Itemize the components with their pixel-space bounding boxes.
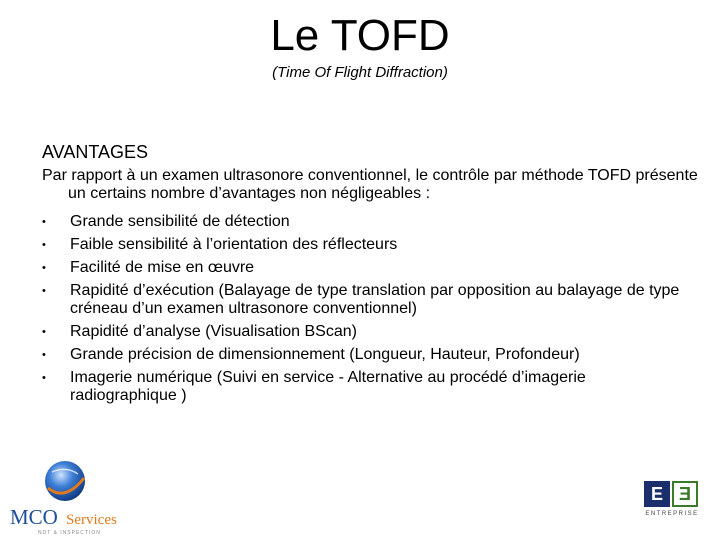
mco-services-logo: [8, 458, 126, 536]
list-item-text: Imagerie numérique (Suivi en service - Alternative au procédé d’imagerie radiographique ): [70, 369, 586, 404]
ee-left-letter: E: [644, 481, 670, 507]
list-item-text: Rapidité d’analyse (Visualisation BScan): [70, 323, 357, 340]
mco-text: MCO: [10, 505, 58, 529]
list-item: [42, 346, 682, 364]
bullet-icon: •: [42, 372, 46, 384]
list-item-text: Facilité de mise en œuvre: [70, 259, 255, 276]
slide-subtitle: (Time Of Flight Diffraction): [272, 64, 448, 81]
list-item: [42, 323, 682, 341]
list-item: [42, 259, 682, 277]
bullet-icon: •: [42, 262, 46, 274]
mco-services-text: Services: [66, 512, 117, 528]
slide-title: Le TOFD: [270, 11, 450, 60]
bullet-icon: •: [42, 285, 46, 297]
intro-paragraph: Par rapport à un examen ultrasonore conventionnel, le contrôle par méthode TOFD présente un certains nombre d’avantages non négligeables :: [42, 167, 698, 202]
ee-caption: ENTREPRISE: [645, 511, 699, 517]
bullet-icon: •: [42, 349, 46, 361]
bullet-icon: •: [42, 239, 46, 251]
list-item: [42, 236, 682, 254]
list-item: [42, 369, 682, 405]
mco-globe-icon: [8, 458, 126, 536]
list-item-text: Faible sensibilité à l’orientation des réflecteurs: [70, 236, 398, 253]
mco-tagline: NDT & INSPECTION: [38, 530, 101, 536]
list-item: [42, 213, 682, 231]
bullet-icon: •: [42, 216, 46, 228]
ee-right-letter: Ǝ: [672, 481, 698, 507]
list-item-text: Rapidité d’exécution (Balayage de type translation par opposition au balayage de type créneau d’un examen ultrasonore conventionnel): [70, 282, 680, 317]
section-heading: AVANTAGES: [42, 142, 149, 162]
entreprise-logo: [640, 481, 704, 521]
list-item: [42, 282, 682, 318]
advantages-list: [42, 213, 682, 410]
list-item-text: Grande sensibilité de détection: [70, 213, 290, 230]
list-item-text: Grande précision de dimensionnement (Longueur, Hauteur, Profondeur): [70, 346, 580, 363]
bullet-icon: •: [42, 326, 46, 338]
